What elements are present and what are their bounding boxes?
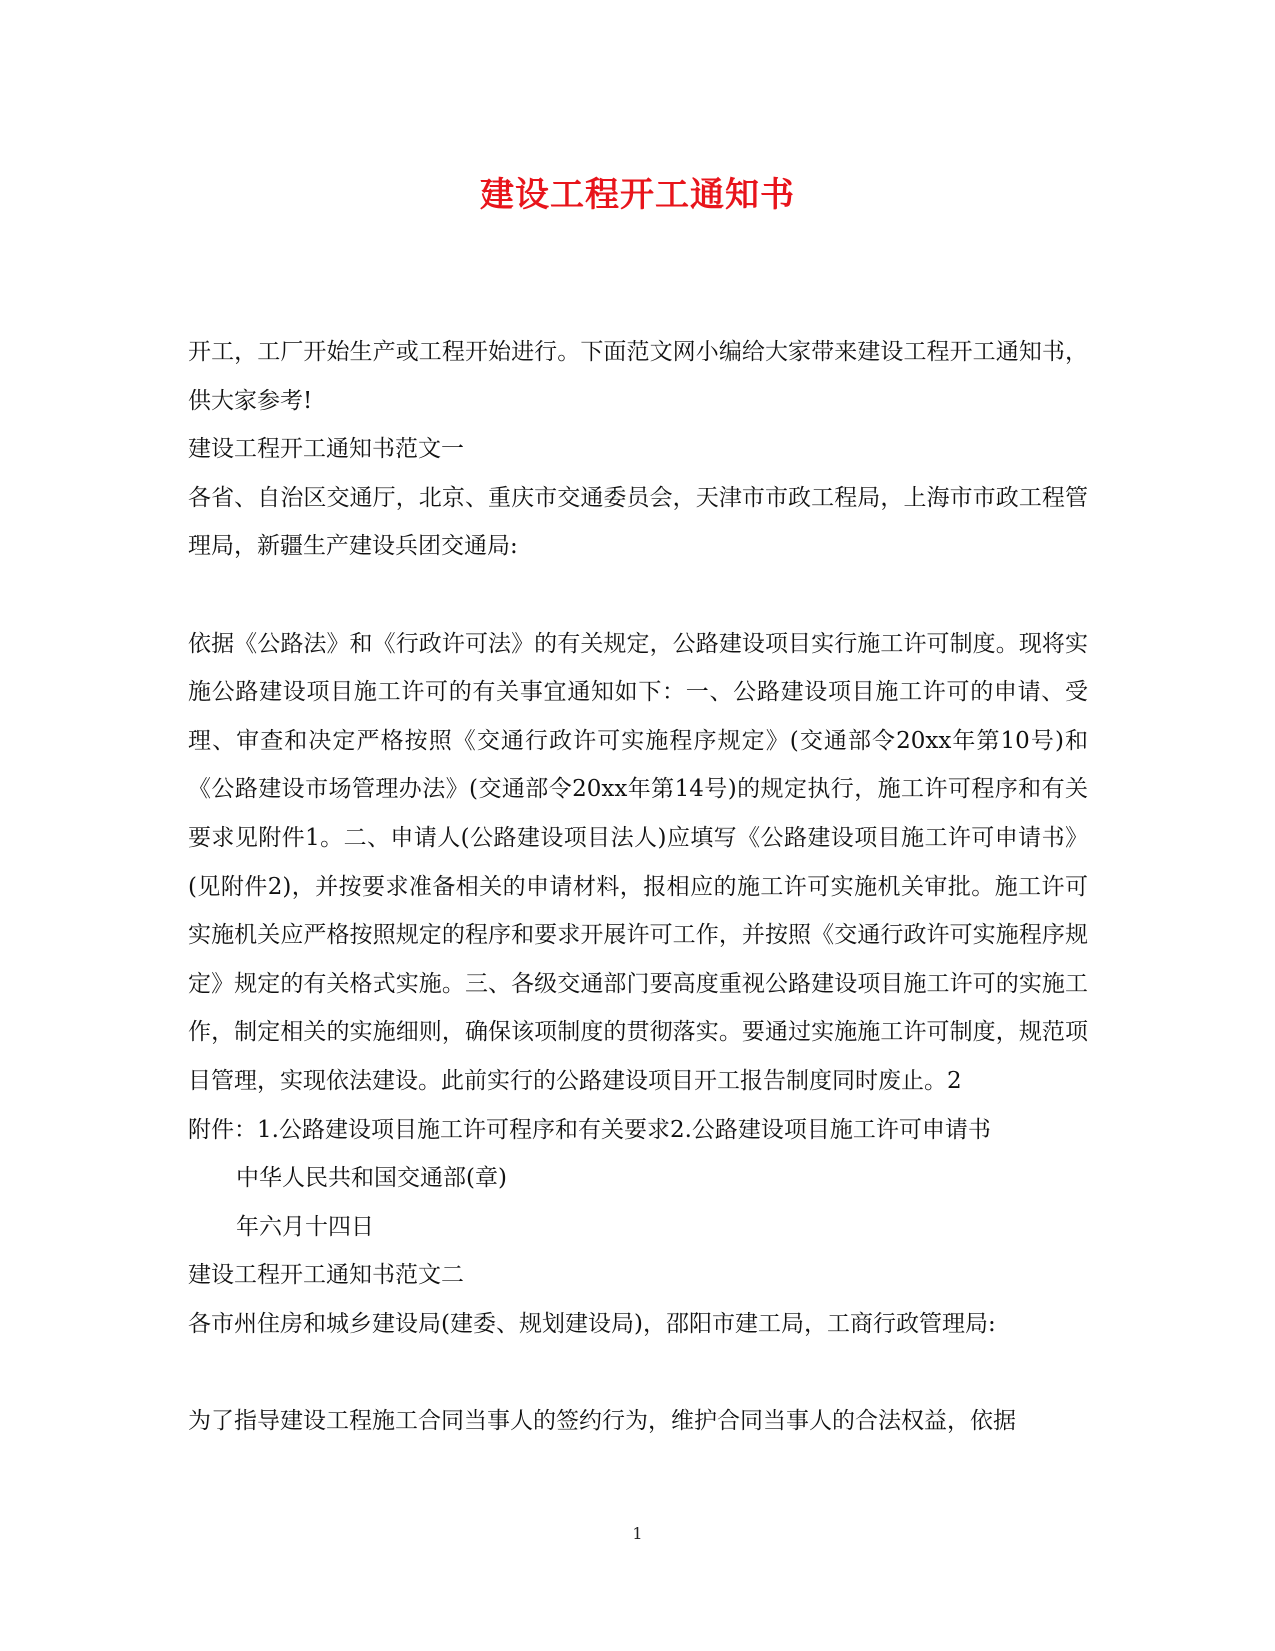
section-heading-one: 建设工程开工通知书范文一 xyxy=(188,436,464,463)
document-title: 建设工程开工通知书 xyxy=(480,175,795,215)
addressees-one: 各省、自治区交通厅，北京、重庆市交通委员会，天津市市政工程局，上海市市政工程管理局，新疆生产建设兵团交通局: xyxy=(188,484,1088,560)
body-paragraph-two: 为了指导建设工程施工合同当事人的签约行为，维护合同当事人的合法权益，依据 xyxy=(188,1408,1016,1435)
page-number: 1 xyxy=(632,1524,643,1543)
section-heading-two: 建设工程开工通知书范文二 xyxy=(188,1262,464,1289)
blank-line xyxy=(188,571,1088,620)
body-paragraph-one: 依据《公路法》和《行政许可法》的有关规定，公路建设项目实行施工许可制度。现将实施公路建设项目施工许可的有关事宜通知如下：一、公路建设项目施工许可的申请、受理、审查和决定严格按照《交通行政许可实施程序规定》(交通部令20xx年第10号)和《公路建设市场管理办法》(交通部令20xx年第14号)的规定执行，施工许可程序和有关要求见附件1。二、申请人(公路建设项目法人)应填写《公路建设项目施工许可申请书》(见附件2)，并按要求准备相关的申请材料，报相应的施工许可实施机关审批。施工许可实施机关应严格按照规定的程序和要求开展许可工作，并按照《交通行政许可实施程序规定》规定的有关格式实施。三、各级交通部门要高度重视公路建设项目施工许可的实施工作，制定相关的实施细则，确保该项制度的贯彻落实。要通过实施施工许可制度，规范项目管理，实现依法建设。此前实行的公路建设项目开工报告制度同时废止。2 xyxy=(188,630,1088,1094)
addressees-two: 各市州住房和城乡建设局(建委、规划建设局)，邵阳市建工局，工商行政管理局: xyxy=(188,1310,996,1337)
document-body xyxy=(188,328,1088,1446)
issuer-line: 中华人民共和国交通部(章) xyxy=(236,1165,507,1192)
attachments-line: 附件：1.公路建设项目施工许可程序和有关要求2.公路建设项目施工许可申请书 xyxy=(188,1116,991,1143)
date-line: 年六月十四日 xyxy=(236,1213,374,1240)
intro-paragraph: 开工，工厂开始生产或工程开始进行。下面范文网小编给大家带来建设工程开工通知书，供大家参考! xyxy=(188,339,1088,414)
blank-line xyxy=(188,1348,1088,1397)
